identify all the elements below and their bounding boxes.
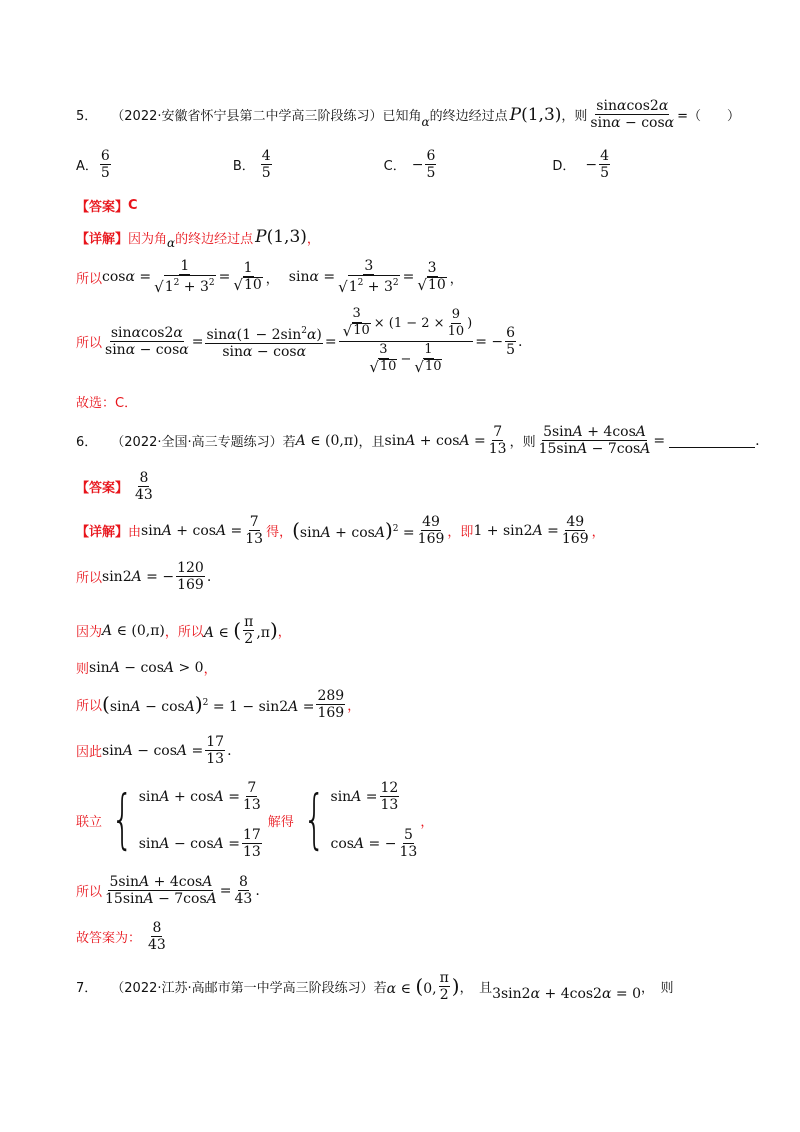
q6-detail-line2: 所以 sin2A = − $\frac{120}{169}$ . — [76, 560, 212, 593]
q6-detail-line5: 所以 $(\sin A - \cos A)^2 = 1 - \sin 2A$ = $\frac{289}{169}$ ， — [76, 688, 361, 721]
detail-label: 【详解】 — [76, 231, 129, 247]
q5-number: 5． — [76, 109, 98, 124]
answer-blank — [669, 433, 755, 448]
q6-final-answer: 故答案为： $\frac{8}{43}$ — [76, 920, 166, 953]
q6-stem: 6． （2022·全国·高三专题练习） 若 A ∈ (0,π) ，且 sinA + cosA = $\frac{7}{13}$ ，则 $\frac{5\sin A + 4\cos A}{15\sin A - 7\cos A}$ = . — [76, 424, 760, 457]
q5-options: A． $\frac{6}{5}$ B． $\frac{4}{5}$ C． − $\frac{6}{5}$ D． − $\frac{4}{5}$ — [76, 148, 610, 181]
answer-label: 【答案】 — [76, 481, 129, 496]
q5-detail-line2: 所以 cosα = 1 √ $1^2 + 3^2$ = 1 √ 10 ， sinα = 3 √ $1^2 + 3^2$ = 3 √ 10 ， — [76, 258, 463, 296]
q7-stem: 7． （2022·江苏·高邮市第一中学高三阶段练习） 若 α ∈ (0, $\frac{\pi}{2}$ ) ， 且 3sin2α + 4cos2α = 0 ， 则 — [76, 970, 674, 1003]
q5-answer: 【答案】 C — [76, 198, 138, 215]
q5-choose: 故选：C． — [76, 396, 138, 411]
q5-option-d: D． — [552, 159, 576, 174]
q6-detail-line6: 因此 sinA − cosA = $\frac{17}{13}$ . — [76, 734, 232, 767]
q5-option-a: A． — [76, 159, 98, 174]
q5-stem: 5． （2022·安徽省怀宁县第二中学高三阶段练习） 已知角 α 的终边经过点 P(1,3) ，则 $\frac{\sin\alpha\cos 2\alpha}{\sin\alpha - \cos\alpha}$ =（ ） — [76, 98, 741, 131]
detail-label: 【详解】 — [76, 525, 129, 540]
q6-detail-line4: 则 sinA − cosA > 0 ， — [76, 659, 217, 677]
q7-source: （2022·江苏·高邮市第一中学高三阶段练习） — [111, 981, 374, 996]
q6-source: （2022·全国·高三专题练习） — [111, 435, 283, 450]
q5-expression: $\frac{\sin\alpha\cos 2\alpha}{\sin\alpha - \cos\alpha}$ — [590, 98, 675, 131]
q5-option-b: B． — [232, 159, 255, 174]
q5-option-c: C． — [383, 159, 406, 174]
q5-detail-line1: 【详解】 因为角 α 的终边经过点 P(1,3) ， — [76, 227, 320, 250]
answer-label: 【答案】 — [76, 200, 129, 215]
q6-detail-system: 联立 { sinA + cosA = $\frac{7}{13}$ sinA − cosA = $\frac{17}{13}$ 解得 { sinA = $\frac{12}{13}$ cosA = − $\frac{5}{13}$ ， — [76, 780, 434, 860]
q6-detail-line8: 所以 $\frac{5\sin A + 4\cos A}{15\sin A - 7\cos A}$ = $\frac{8}{43}$ . — [76, 874, 260, 907]
q5-detail-line3: 所以 $\frac{\sin\alpha\cos 2\alpha}{\sin\alpha - \cos\alpha}$ = $\frac{\sin\alpha(1 - 2\sin^2\alpha)}{\sin\alpha - \cos\alpha}$ = 3 √ 10 × (1 − 2 × $\frac{9}{10}$ ) 3 √ 10 − 1 √ 10 = − $\frac{6}{5}$ . — [76, 306, 523, 376]
q6-detail-line3: 因为 A ∈ (0,π) ，所以 A ∈ ( $\frac{\pi}{2}$ ,π) ， — [76, 614, 291, 647]
q5-source: （2022·安徽省怀宁县第二中学高三阶段练习） — [111, 109, 383, 124]
q7-number: 7． — [76, 981, 98, 996]
q6-detail-line1: 【详解】 由 sinA + cosA = $\frac{7}{13}$ 得， $(\sin A + \cos A)^2$ = $\frac{49}{169}$ ， 即 1 + sin2A = $\frac{49}{169}$ ， — [76, 514, 605, 547]
q6-number: 6． — [76, 435, 98, 450]
q6-answer: 【答案】 $\frac{8}{43}$ — [76, 470, 153, 503]
